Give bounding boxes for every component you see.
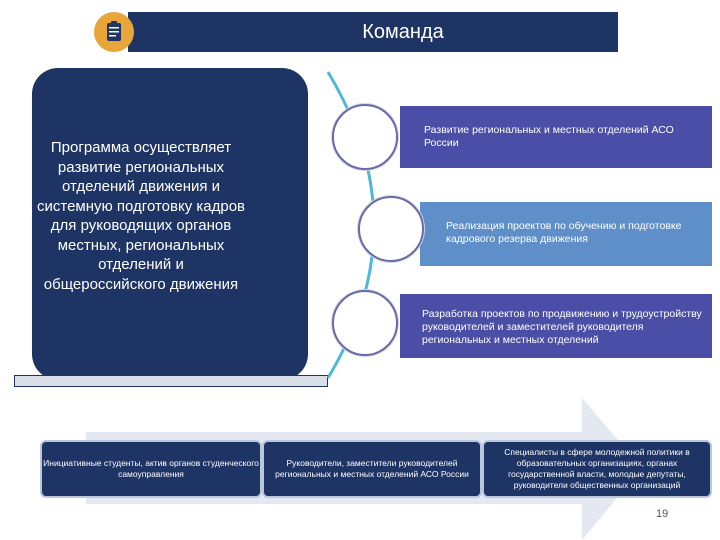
base-divider	[14, 375, 328, 387]
title-bar	[128, 12, 618, 52]
card-text: Инициативные студенты, актив органов студенческого самоуправления	[43, 458, 259, 479]
page-title: Команда	[362, 20, 444, 43]
clipboard-icon	[94, 12, 134, 52]
band-circle-1	[332, 104, 398, 170]
audience-card-specialists	[482, 440, 712, 498]
audience-card-leaders	[262, 440, 482, 498]
band-text: Разработка проектов по продвижению и трудоустройству руководителей и заместителей руководителя региональных и местных отделений	[422, 308, 702, 346]
audience-card-students	[40, 440, 262, 498]
band-circle-2	[358, 196, 424, 262]
band-text: Реализация проектов по обучению и подготовке кадрового резерва движения	[446, 220, 682, 245]
band-circle-3	[332, 290, 398, 356]
band-regional-development	[400, 106, 712, 168]
program-description: Программа осуществляет развитие региональных отделений движения и системную подготовку кадров для руководящих органов местных, региональных отделений и общероссийского движения	[36, 139, 246, 293]
band-employment-projects	[400, 294, 712, 358]
card-text: Специалисты в сфере молодежной политики в образовательных организациях, органах государственной власти, молодые депутаты, руководители общественных организаций	[504, 447, 690, 490]
band-training-projects	[420, 202, 712, 266]
page-number: 19	[656, 508, 669, 520]
band-text: Развитие региональных и местных отделений АСО России	[424, 124, 674, 149]
card-text: Руководители, заместители руководителей региональных и местных отделений АСО России	[275, 458, 469, 479]
